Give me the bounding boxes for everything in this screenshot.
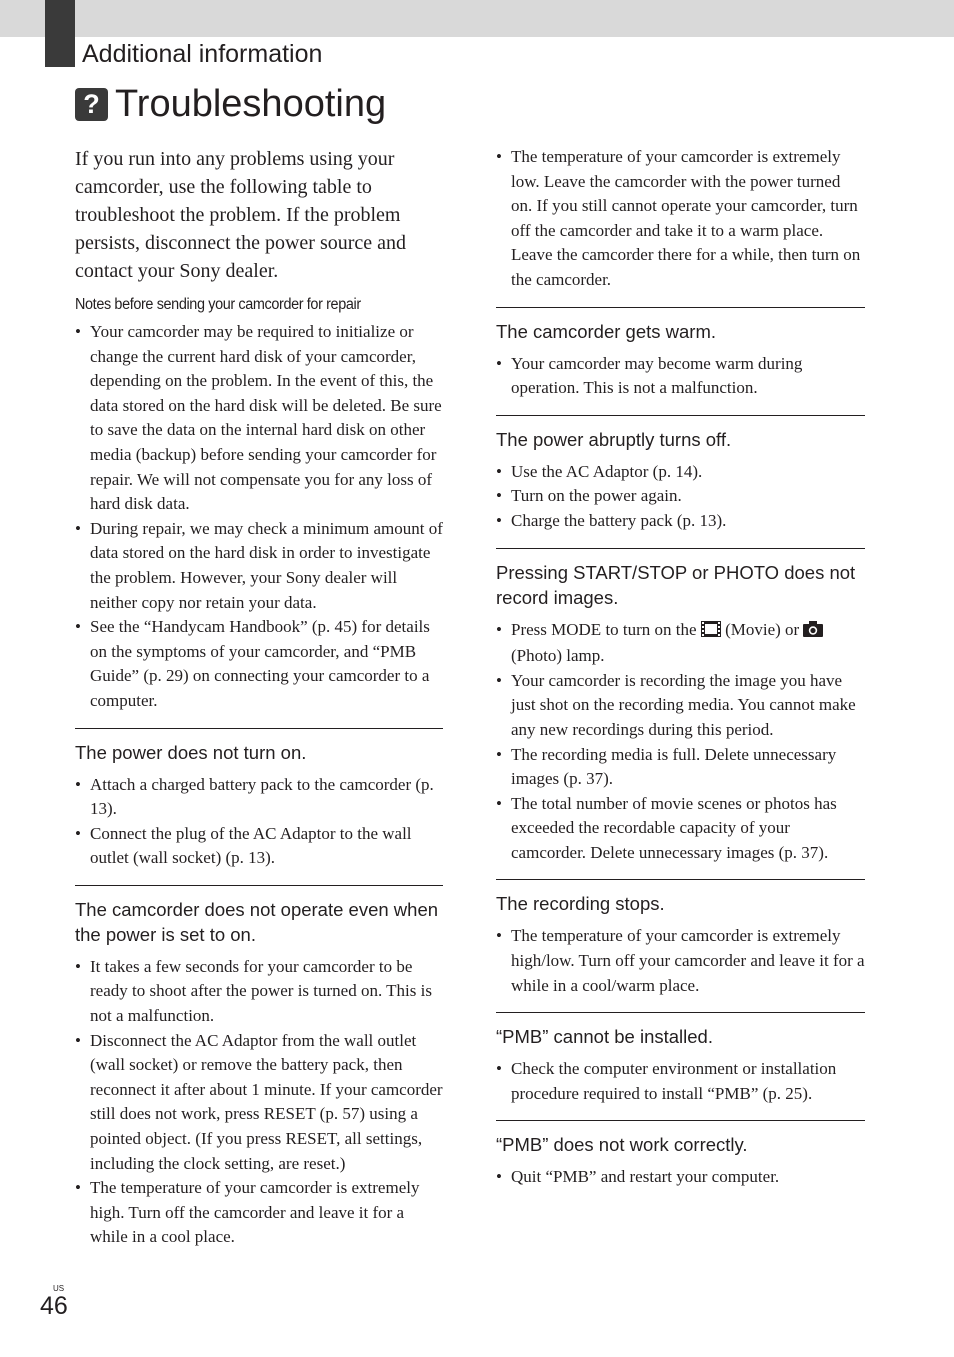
section-start-stop <box>496 548 865 880</box>
section-label: Additional information <box>82 40 323 68</box>
list-item: • Your camcorder may become warm during operation. This is not a malfunction. <box>496 352 865 401</box>
repair-notes-list <box>75 320 443 714</box>
header-tab-block <box>45 0 75 67</box>
section-list <box>496 352 865 401</box>
list-item: • During repair, we may check a minimum amount of data stored on the hard disk in order to investigate the problem. However, your Sony dealer will neither copy nor retain your data. <box>75 517 443 615</box>
list-item: • Disconnect the AC Adaptor from the wall outlet (wall socket) or remove the battery pack, then reconnect it after about 1 minute. If your camcorder still does not work, press RESET (p. 57) using a pointed object. (If you press RESET, all settings, including the clock setting, are reset.) <box>75 1029 443 1177</box>
section-recording-stops <box>496 879 865 1012</box>
mode-text-before: Press MODE to turn on the <box>511 619 701 639</box>
list-item: • The temperature of your camcorder is extremely low. Leave the camcorder with the power turned on. If you still cannot operate your camcorder, turn off the camcorder and take it to a warm place. Leave the camcorder there for a while, then turn on the camcorder. <box>496 145 865 293</box>
list-item: • The recording media is full. Delete unnecessary images (p. 37). <box>496 743 865 792</box>
list-item <box>496 618 865 669</box>
list-item: • Connect the plug of the AC Adaptor to the wall outlet (wall socket) (p. 13). <box>75 822 443 871</box>
list-item: • The temperature of your camcorder is extremely high. Turn off the camcorder and leave it for a while in a cool place. <box>75 1176 443 1250</box>
section-list <box>496 1057 865 1106</box>
list-item: • Check the computer environment or installation procedure required to install “PMB” (p. 25). <box>496 1057 865 1106</box>
header-bar <box>0 0 954 37</box>
list-item: • See the “Handycam Handbook” (p. 45) for details on the symptoms of your camcorder, and “PMB Guide” (p. 29) on connecting your camcorder to a computer. <box>75 615 443 713</box>
right-column <box>496 145 865 1204</box>
list-item: • It takes a few seconds for your camcorder to be ready to shoot after the power is turned on. This is not a malfunction. <box>75 955 443 1029</box>
section-list <box>496 1165 865 1190</box>
page-number: 46 <box>40 1292 68 1320</box>
notes-title: Notes before sending your camcorder for repair <box>75 296 361 313</box>
camera-icon <box>803 620 823 645</box>
section-list <box>496 924 865 998</box>
section-pmb-install <box>496 1012 865 1120</box>
movie-film-icon <box>701 620 721 645</box>
list-item: • The total number of movie scenes or photos has exceeded the recordable capacity of your camcorder. Delete unnecessary images (p. 37). <box>496 792 865 866</box>
section-heading: The power does not turn on. <box>75 741 307 763</box>
section-heading: The recording stops. <box>496 893 665 915</box>
section-list <box>75 773 443 871</box>
list-item: • Your camcorder may be required to initialize or change the current hard disk of your camcorder, depending on the problem. In the event of this, the data stored on the hard disk will be deleted. Be sure to save the data on the internal hard disk on other media (backup) before sending your camcorder for repair. We will not compensate you for any loss of hard disk data. <box>75 320 443 517</box>
mode-text-after: (Photo) lamp. <box>511 646 605 666</box>
list-item: • Turn on the power again. <box>496 484 865 509</box>
section-gets-warm <box>496 307 865 415</box>
section-not-operate <box>75 885 443 1264</box>
section-list <box>496 460 865 534</box>
section-heading: The camcorder gets warm. <box>496 320 717 342</box>
section-heading: “PMB” cannot be installed. <box>496 1026 713 1048</box>
list-item: • Use the AC Adaptor (p. 14). <box>496 460 865 485</box>
list-item: • Attach a charged battery pack to the camcorder (p. 13). <box>75 773 443 822</box>
section-power-off <box>496 415 865 548</box>
section-power-not-on <box>75 728 443 885</box>
section-heading: “PMB” does not work correctly. <box>496 1134 748 1156</box>
mode-text-middle: (Movie) or <box>720 619 804 639</box>
section-pmb-work <box>496 1120 865 1204</box>
section-continued <box>496 145 865 307</box>
page-title: Troubleshooting <box>115 82 387 125</box>
page-region-label: US <box>53 1284 65 1293</box>
page-title-row <box>75 80 386 128</box>
section-heading: The camcorder does not operate even when the power is set to on. <box>75 898 439 945</box>
list-item: • The temperature of your camcorder is extremely high/low. Turn off your camcorder and leave it for a while in a cool/warm place. <box>496 924 865 998</box>
section-list <box>496 618 865 866</box>
left-column <box>75 145 443 1264</box>
section-heading: Pressing START/STOP or PHOTO does not record images. <box>496 561 856 608</box>
intro-paragraph: If you run into any problems using your camcorder, use the following table to troubleshoot the problem. If the problem persists, disconnect the power source and contact your Sony dealer. <box>75 148 407 282</box>
section-list <box>75 955 443 1250</box>
list-item: • Quit “PMB” and restart your computer. <box>496 1165 865 1190</box>
section-heading: The power abruptly turns off. <box>496 428 732 450</box>
list-item: • Your camcorder is recording the image you have just shot on the recording media. You cannot make any new recordings during this period. <box>496 669 865 743</box>
list-item: • Charge the battery pack (p. 13). <box>496 509 865 534</box>
section-list <box>496 145 865 293</box>
question-mark-icon: ? <box>75 88 108 121</box>
